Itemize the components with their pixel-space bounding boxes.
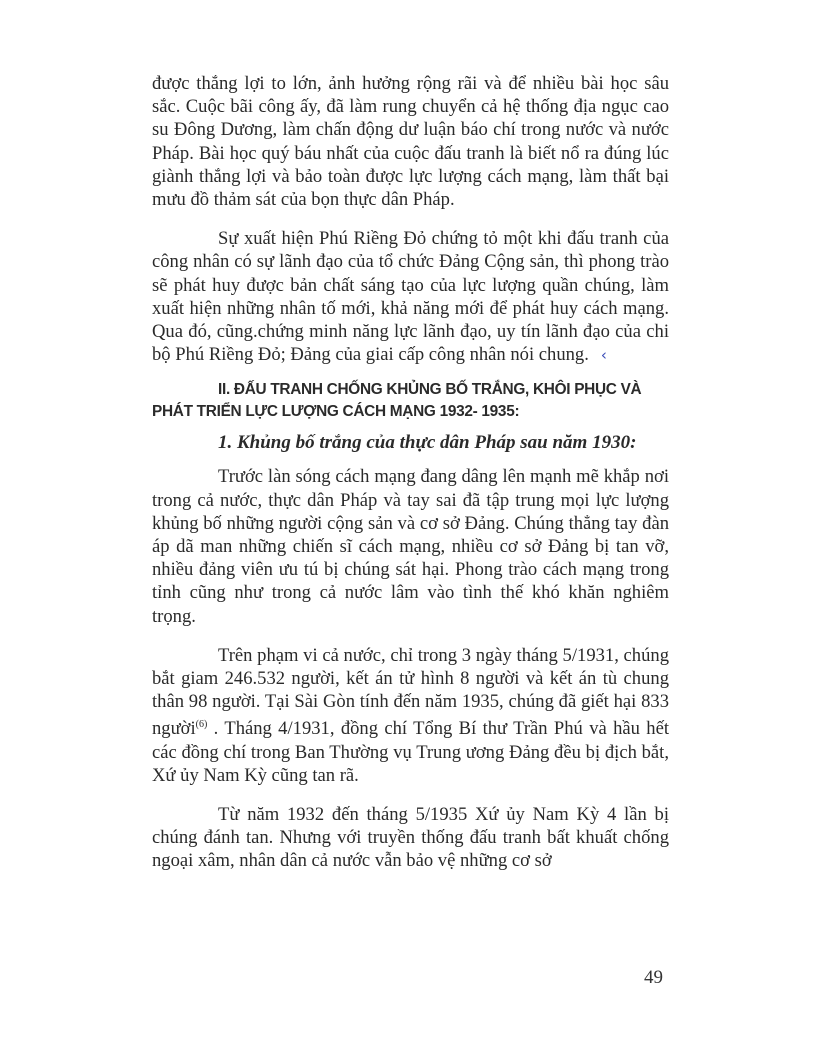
paragraph-4 xyxy=(152,644,669,787)
paragraph-4-text-a: Trên phạm vi cả nước, chỉ trong 3 ngày tháng 5/1931, chúng bắt giam 246.532 người, kết án tử hình 8 người và kết án tù chung thân 98 người. Tại Sài Gòn tính đến năm 1935, chúng đã giết hại 833 người xyxy=(152,644,669,740)
paragraph-5: Từ năm 1932 đến tháng 5/1935 Xứ ủy Nam Kỳ 4 lần bị chúng đánh tan. Nhưng với truyền thống đấu tranh bất khuất chống ngoại xâm, nhân dân cả nước vẫn bảo vệ những cơ sở xyxy=(152,804,669,872)
spacer xyxy=(152,787,669,803)
page-body xyxy=(152,72,669,873)
paragraph-2 xyxy=(152,227,669,367)
spacer xyxy=(152,455,669,465)
spacer xyxy=(152,367,669,379)
section-heading-line-1: II. ĐẤU TRANH CHỐNG KHỦNG BỐ TRẮNG, KHÔI PHỤC VÀ xyxy=(218,381,642,399)
section-heading-line-2: PHÁT TRIỂN LỰC LƯỢNG CÁCH MẠNG 1932- 1935: xyxy=(152,403,520,421)
section-heading xyxy=(152,379,669,423)
subsection-heading: 1. Khủng bố trắng của thực dân Pháp sau năm 1930: xyxy=(218,432,637,454)
chevron-left-icon: ‹ xyxy=(600,346,607,365)
footnote-ref[interactable]: (6) xyxy=(195,719,208,731)
paragraph-2-text: Sự xuất hiện Phú Riềng Đỏ chứng tỏ một khi đấu tranh của công nhân có sự lãnh đạo của tổ chức Đảng Cộng sản, thì phong trào sẽ phát huy được bản chất sáng tạo của lực lượng quần chúng, làm xuất hiện những nhân tố mới, khả năng mới để phát huy cách mạng. Qua đó, cũng.chứng minh năng lực lãnh đạo, uy tín lãnh đạo của chi bộ Phú Riềng Đỏ; Đảng của giai cấp công nhân nói chung. xyxy=(152,228,669,366)
spacer xyxy=(152,628,669,644)
spacer xyxy=(152,211,669,227)
paragraph-1: được thắng lợi to lớn, ảnh hưởng rộng rãi và để nhiều bài học sâu sắc. Cuộc bãi công ấy, đã làm rung chuyển cả hệ thống địa ngục cao su Đông Dương, làm chấn động dư luận báo chí trong nước và nước Pháp. Bài học quý báu nhất của cuộc đấu tranh là biết nổ ra đúng lúc giành thắng lợi và bảo toàn được lực lượng cách mạng, làm thất bại mưu đồ thảm sát của bọn thực dân Pháp. xyxy=(152,73,669,211)
page-number: 49 xyxy=(644,967,663,988)
paragraph-4-text-b: . Tháng 4/1931, đồng chí Tổng Bí thư Trần Phú và hầu hết các đồng chí trong Ban Thường vụ Trung ương Đảng đều bị địch bắt, Xứ ủy Nam Kỳ cũng tan rã. xyxy=(152,718,669,786)
paragraph-3: Trước làn sóng cách mạng đang dâng lên mạnh mẽ khắp nơi trong cả nước, thực dân Pháp và tay sai đã tập trung mọi lực lượng khủng bố những người cộng sản và cơ sở Đảng. Chúng thẳng tay đàn áp dã man những chiến sĩ cách mạng, nhiều cơ sở Đảng bị tan vỡ, nhiều đảng viên ưu tú bị chúng sát hại. Phong trào cách mạng trong tỉnh cũng như trong cả nước lâm vào tình thế khó khăn nghiêm trọng. xyxy=(152,466,669,627)
